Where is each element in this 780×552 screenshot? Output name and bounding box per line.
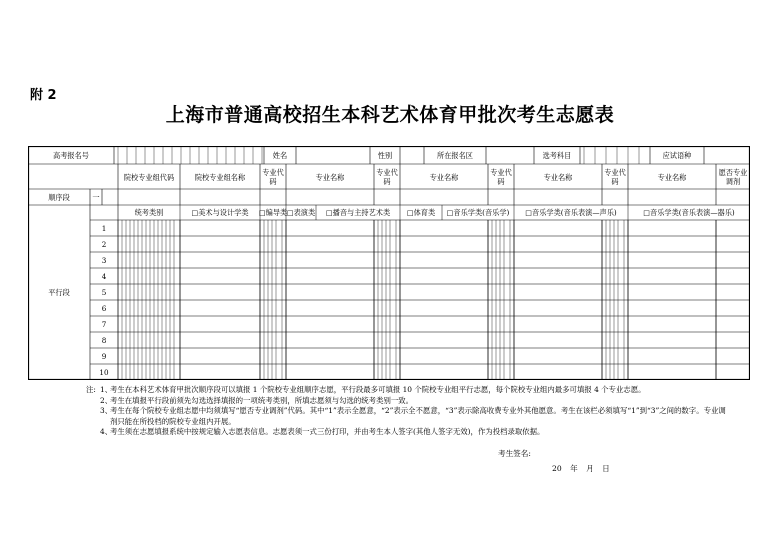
category-option-5[interactable]: □体育类 (406, 208, 436, 217)
name-label: 姓名 (272, 150, 288, 160)
major-code-header-3: 专业代码 (490, 168, 512, 186)
row-number: 7 (101, 319, 107, 329)
group-name-header: 院校专业组名称 (194, 172, 246, 182)
date-line: 20 年 月 日 (552, 464, 610, 473)
parallel-segment-label: 平行段 (48, 288, 70, 297)
language-label: 应试语种 (662, 150, 692, 160)
major-name-header-1: 专业名称 (315, 172, 345, 182)
category-option-3[interactable]: □表演类 (286, 208, 316, 217)
note-item (86, 427, 726, 438)
application-form-table (28, 146, 750, 380)
note-number: 4、 (100, 427, 113, 436)
major-code-header-1: 专业代码 (262, 168, 284, 186)
note-item (86, 385, 726, 396)
note-text: 考生在每个院校专业组志愿中均须填写“愿否专业调剂”代码。其中“1”表示全愿意，“2”表示全不愿意，“3”表示除高收费专业外其他愿意。考生在该栏必须填写“1”到“3”之间的数字。专业调剂只能在所投档的院校专业组内开展。 (110, 406, 726, 426)
note-text: 考生须在志愿填报系统中按规定输入志愿表信息。志愿表须一式三份打印，并由考生本人签字(其他人签字无效)，作为投档录取依据。 (110, 427, 545, 436)
row-number: 6 (101, 303, 107, 313)
note-number: 2、 (100, 395, 113, 405)
sequence-number: 一 (92, 192, 100, 202)
note-number: 1、 (100, 385, 113, 394)
group-code-header: 院校专业组代码 (123, 172, 175, 182)
row-number: 1 (101, 223, 107, 233)
note-text: 考生在本科艺术体育甲批次顺序段可以填报 1 个院校专业组顺序志愿，平行段最多可填报 10 个院校专业组平行志愿，每个院校专业组内最多可填报 4 个专业志愿。 (110, 385, 646, 394)
note-number: 3、 (100, 406, 113, 415)
notes-label: 注: (86, 385, 96, 394)
major-name-header-2: 专业名称 (429, 172, 459, 182)
notes-section (86, 385, 726, 438)
category-label: 统考类别 (134, 208, 164, 217)
subjects-label: 选考科目 (542, 150, 572, 160)
row-number: 9 (101, 351, 107, 361)
row-number: 4 (101, 271, 107, 281)
exam-number-label: 高考报名号 (53, 150, 89, 160)
gender-label: 性别 (377, 150, 393, 160)
category-option-4[interactable]: □播音与主持艺术类 (325, 208, 391, 217)
row-number: 8 (101, 335, 107, 345)
region-label: 所在报名区 (437, 150, 473, 160)
row-number: 2 (101, 239, 107, 249)
category-option-1[interactable]: □美术与设计学类 (191, 208, 249, 217)
note-text: 考生在填报平行段前须先勾选选择填报的一项统考类别，所填志愿须与勾选的统考类别一致。 (110, 395, 414, 405)
appendix-label: 附 2 (30, 88, 57, 103)
note-item (86, 396, 726, 407)
category-option-7[interactable]: □音乐学类(音乐表演—声乐) (525, 208, 617, 217)
major-name-header-3: 专业名称 (543, 172, 573, 182)
category-option-6[interactable]: □音乐学类(音乐学) (446, 208, 510, 217)
major-code-header-4: 专业代码 (604, 168, 626, 186)
row-number: 3 (101, 255, 107, 265)
sequence-segment-label: 顺序段 (48, 192, 70, 202)
category-option-8[interactable]: □音乐学类(音乐表演—器乐) (643, 208, 735, 217)
row-number: 5 (101, 287, 107, 297)
page-title: 上海市普通高校招生本科艺术体育甲批次考生志愿表 (165, 104, 615, 126)
major-name-header-4: 专业名称 (657, 172, 687, 182)
major-code-header-2: 专业代码 (376, 168, 398, 186)
signature-label: 考生签名: (498, 449, 531, 458)
row-number: 10 (99, 367, 109, 377)
note-item (86, 406, 726, 427)
adjust-header: 愿否专业调剂 (718, 168, 748, 186)
category-option-2[interactable]: □编导类 (258, 208, 288, 217)
